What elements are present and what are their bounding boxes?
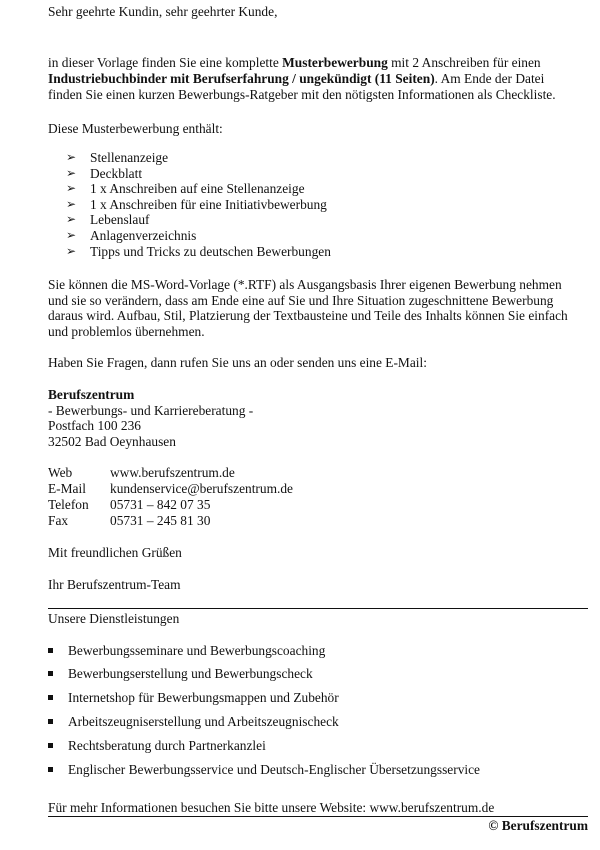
closing: Mit freundlichen Grüßen — [48, 545, 182, 560]
square-bullet-icon — [48, 671, 53, 676]
services-heading: Unsere Dienstleistungen — [48, 611, 180, 626]
intro-line-1 — [48, 55, 541, 71]
arrow-bullet-icon: ➢ — [66, 150, 77, 164]
square-bullet-icon — [48, 719, 53, 724]
company-name: Berufszentrum — [48, 387, 135, 402]
arrow-bullet-icon: ➢ — [66, 165, 77, 180]
intro-bold-musterbewerbung: Musterbewerbung — [282, 55, 388, 70]
intro-text: . Am Ende der Datei — [434, 71, 545, 86]
arrow-bullet-icon: ➢ — [66, 181, 77, 196]
arrow-bullet-icon: ➢ — [66, 196, 77, 211]
square-bullet-icon — [48, 767, 53, 772]
footer-divider — [48, 816, 588, 817]
usage-line-3: daraus wird. Aufbau, Stil, Platzierung der Textbausteine und Teile des Inhalts können Sie einfach — [48, 308, 568, 323]
copyright: © Berufszentrum — [488, 818, 588, 833]
intro-bold-job-title: Industriebuchbinder mit Berufserfahrung / ungekündigt (11 Seiten) — [48, 71, 435, 86]
divider — [48, 608, 588, 609]
arrow-bullet-icon: ➢ — [66, 227, 77, 242]
company-city: 32502 Bad Oeynhausen — [48, 434, 176, 449]
arrow-bullet-icon: ➢ — [66, 212, 77, 227]
company-po-box: Postfach 100 236 — [48, 418, 141, 433]
document-page: Sehr geehrte Kundin, sehr geehrter Kunde, in dieser Vorlage finden Sie eine komplette Musterbewerbung mit 2 Anschreiben für einen Industriebuchbinder mit Berufserfahrung / ungekündigt (11 Seiten). Am Ende der Datei finden Sie einen kurzen Bewerbungs-Ratgeber mit den nötigsten Informationen als Checkliste. Diese Musterbewerbung enthält: ➢ Stellenanzeige ➢ Deckblatt ➢ 1 x Anschreiben auf eine Stellenanzeige ➢ 1 x Anschreiben für eine Initiativbewerbung ➢ Lebenslauf ➢ Anlagenverzeichnis ➢ Tipps und Tricks zu deutschen Bewerbungen Sie können die MS-Word-Vorlage (*.RTF) als Ausgangsbasis Ihrer eigenen Bewerbung nehmen und sie so verändern, dass am Ende eine auf Sie und Ihre Situation zugeschnittene Bewerbung daraus wird. Aufbau, Stil, Platzierung der Textbausteine und Teile des Inhalts können Sie einfach und problemlos übernehmen. Haben Sie Fragen, dann rufen Sie uns an oder senden uns eine E-Mail: Berufszentrum - Bewerbungs- und Karriereberatung - Postfach 100 236 32502 Bad Oeynhausen Web www.berufszentrum.de E-Mail kundenservice@berufszentrum.de Telefon 05731 – 842 07 35 Fax 05731 – 245 81 30 Mit freundlichen Grüßen Ihr Berufszentrum-Team Unsere Dienstleistungen Bewerbungsseminare und Bewerbungscoaching Bewerbungserstellung und Bewerbungscheck Internetshop für Bewerbungsmappen und Zubehör Arbeitszeugniserstellung und Arbeitszeugnischeck Rechtsberatung durch Partnerkanzlei Englischer Bewerbungsservice und Deutsch-Englischer Übersetzungsservice Für mehr Informationen besuchen Sie bitte unsere Website: www.berufszentrum.de © Berufszentrum — [48, 4, 588, 833]
square-bullet-icon — [48, 695, 53, 700]
usage-line-2: und sie so verändern, dass am Ende eine auf Sie und Ihre Situation zugeschnittene Bewerbung — [48, 293, 554, 308]
intro-text: mit 2 Anschreiben für einen — [387, 55, 541, 70]
intro-line-2 — [48, 71, 544, 87]
web-link[interactable]: www.berufszentrum.de — [110, 465, 235, 480]
questions-text: Haben Sie Fragen, dann rufen Sie uns an oder senden uns eine E-Mail: — [48, 355, 427, 370]
footer-info: Für mehr Informationen besuchen Sie bitte unsere Website: www.berufszentrum.de — [48, 800, 495, 815]
intro-line-3: finden Sie einen kurzen Bewerbungs-Ratgeber mit den nötigsten Informationen als Checkliste. — [48, 87, 556, 102]
contents-heading: Diese Musterbewerbung enthält: — [48, 121, 223, 136]
usage-line-4: und problemlos übernehmen. — [48, 324, 205, 339]
salutation: Sehr geehrte Kundin, sehr geehrter Kunde, — [48, 4, 278, 19]
square-bullet-icon — [48, 743, 53, 748]
intro-text: in dieser Vorlage finden Sie eine komplette — [48, 55, 283, 70]
company-tagline: - Bewerbungs- und Karriereberatung - — [48, 403, 254, 418]
usage-line-1: Sie können die MS-Word-Vorlage (*.RTF) als Ausgangsbasis Ihrer eigenen Bewerbung nehmen — [48, 277, 562, 292]
square-bullet-icon — [48, 648, 53, 653]
arrow-bullet-icon: ➢ — [66, 243, 77, 258]
signature: Ihr Berufszentrum-Team — [48, 577, 181, 592]
email-link[interactable]: kundenservice@berufszentrum.de — [110, 481, 293, 496]
